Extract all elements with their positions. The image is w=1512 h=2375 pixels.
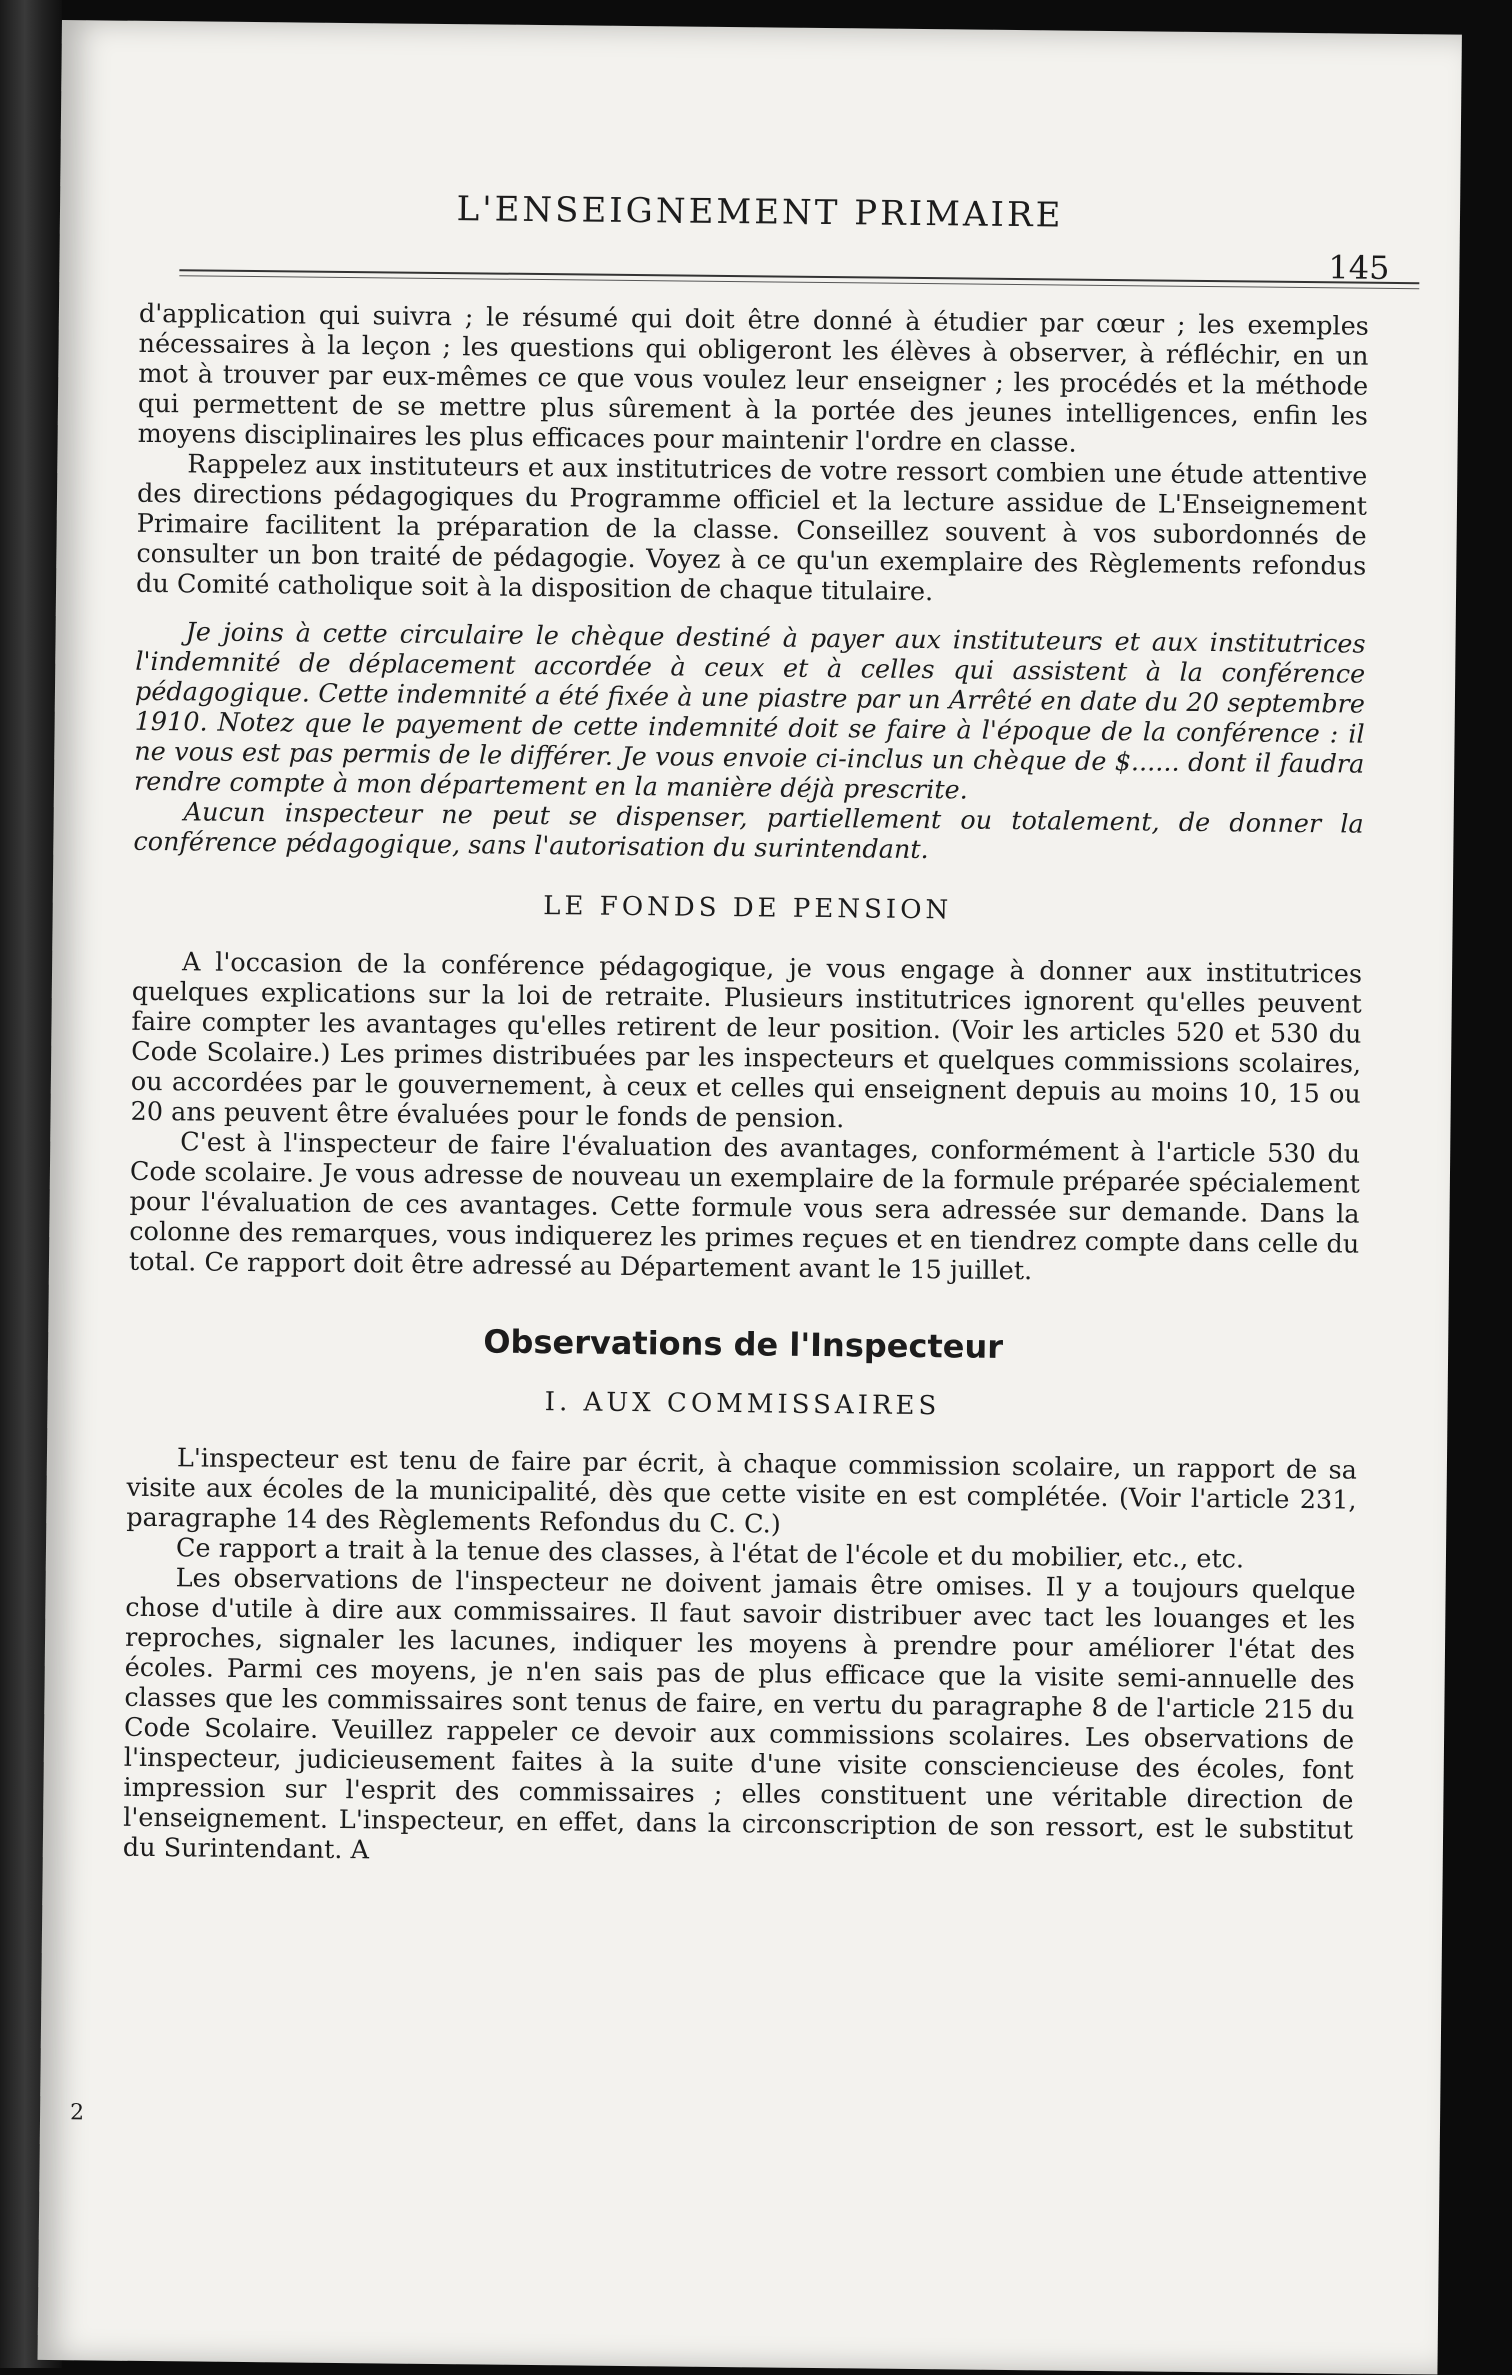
paragraph-evaluation: C'est à l'inspecteur de faire l'évaluation des avantages, conformément à l'article 530 du Code scolaire. Je vous adresse de nouveau un exemplaire de la formule préparée spécialement pour l'évaluation de ces avantages. Cette formule vous sera adressée sur demande. Dans la colonne des remarques, vous indiquerez les primes reçues et en tiendrez compte dans celle du total. Ce rapport doit être adressé au Département avant le 15 juillet. (128, 1127, 1361, 1287)
paragraph-pedagogical-directions: Rappelez aux instituteurs et aux institutrices de votre ressort combien une étude attentive des directions pédagogiques du Programme officiel et la lecture assidue de L'Enseignement Primaire facilitent la préparation de la classe. Conseillez souvent à vos subordonnés de consulter un bon traité de pédagogie. Voyez à ce qu'un exemplaire des Règlements refondus du Comité catholique soit à la disposition de chaque titulaire. (135, 449, 1368, 608)
running-title: L'ENSEIGNEMENT PRIMAIRE (456, 189, 1064, 236)
paragraph-inspector-obligation: Aucun inspecteur ne peut se dispenser, partiellement ou totalement, de donner la conférence pédagogique, sans l'autorisation du surintendant. (133, 797, 1364, 866)
paragraph-indemnity-cheque: Je joins à cette circulaire le chèque destiné à payer aux instituteurs et aux institutrices l'indemnité de déplacement accordée à ceux et à celles qui assistent à la conférence pédagogique. Cette indemnité a été fixée à une piastre par un Arrêté en date du 20 septembre 1910. Notez que le payement de cette indemnité doit se faire à l'époque de la conférence : il ne vous est pas permis de le différer. Je vous envoie ci-inclus un chèque de $...... dont il faudra rendre compte à mon département en la manière déjà prescrite. (133, 617, 1366, 806)
paragraph-written-report: L'inspecteur est tenu de faire par écrit, à chaque commission scolaire, un rapport de sa visite aux écoles de la municipalité, dès que cette visite en est complétée. (Voir l'article 231, paragraphe 14 des Règlements Refondus du C. C.) (126, 1443, 1358, 1540)
heading-inspector-observations: Observations de l'Inspecteur (483, 1322, 1004, 1366)
section-title-pension-fund: LE FONDS DE PENSION (543, 891, 953, 926)
signature-mark: 2 (69, 2100, 85, 2126)
paragraph-observations: Les observations de l'inspecteur ne doivent jamais être omises. Il y a toujours quelque chose d'utile à dire aux commissaires. Il faut savoir distribuer avec tact les louanges et les reproches, signaler les lacunes, indiquer les moyens à prendre pour améliorer l'état des écoles. Parmi ces moyens, je n'en sais pas de plus efficace que la visite semi-annuelle des classes que les commissaires sont tenus de faire, en vertu du paragraphe 8 de l'article 215 du Code Scolaire. Veuillez rappeler ce devoir aux commissions scolaires. Les observations de l'inspecteur, judicieusement faites à la suite d'une visite consciencieuse des écoles, font impression sur l'esprit des commissaires ; elles constituent une véritable direction de l'enseignement. L'inspecteur, en effet, dans la circonscription de son ressort, est le substitut du Surintendant. A (122, 1563, 1356, 1866)
paragraph-lesson-plan: d'application qui suivra ; le résumé qui doit être donné à étudier par cœur ; les exemples nécessaires à la leçon ; les questions qui obligeront les élèves à observer, à réfléchir, en un mot à trouver par eux-mêmes ce que vous voulez leur enseigner ; les procédés et la méthode qui permettent de se mettre plus sûrement à la portée des jeunes intelligences, enfin les moyens disciplinaires les plus efficaces pour maintenir l'ordre en classe. (137, 298, 1370, 459)
paragraph-report-scope: Ce rapport a trait à la tenue des classes, à l'état de l'école et du mobilier, etc., etc. (175, 1533, 1245, 1575)
section-title-commissioners: I. AUX COMMISSAIRES (544, 1387, 941, 1422)
paragraph-pension-explanation: A l'occasion de la conférence pédagogique, je vous engage à donner aux institutrices quelques explications sur la loi de retraite. Plusieurs institutrices ignorent qu'elles peuvent faire compter les avantages qu'elles retirent de leur position. (Voir les articles 520 et 530 du Code Scolaire.) Les primes distribuées par les inspecteurs et quelques commissions scolaires, ou accordées par le gouvernement, à ceux et celles qui enseignent depuis au moins 10, 15 ou 20 ans peuvent être évaluées pour le fonds de pension. (130, 947, 1363, 1135)
page-header (100, 185, 1421, 287)
document-page (37, 20, 1461, 2375)
page-number: 145 (1328, 248, 1390, 287)
page-body (123, 299, 1369, 1876)
